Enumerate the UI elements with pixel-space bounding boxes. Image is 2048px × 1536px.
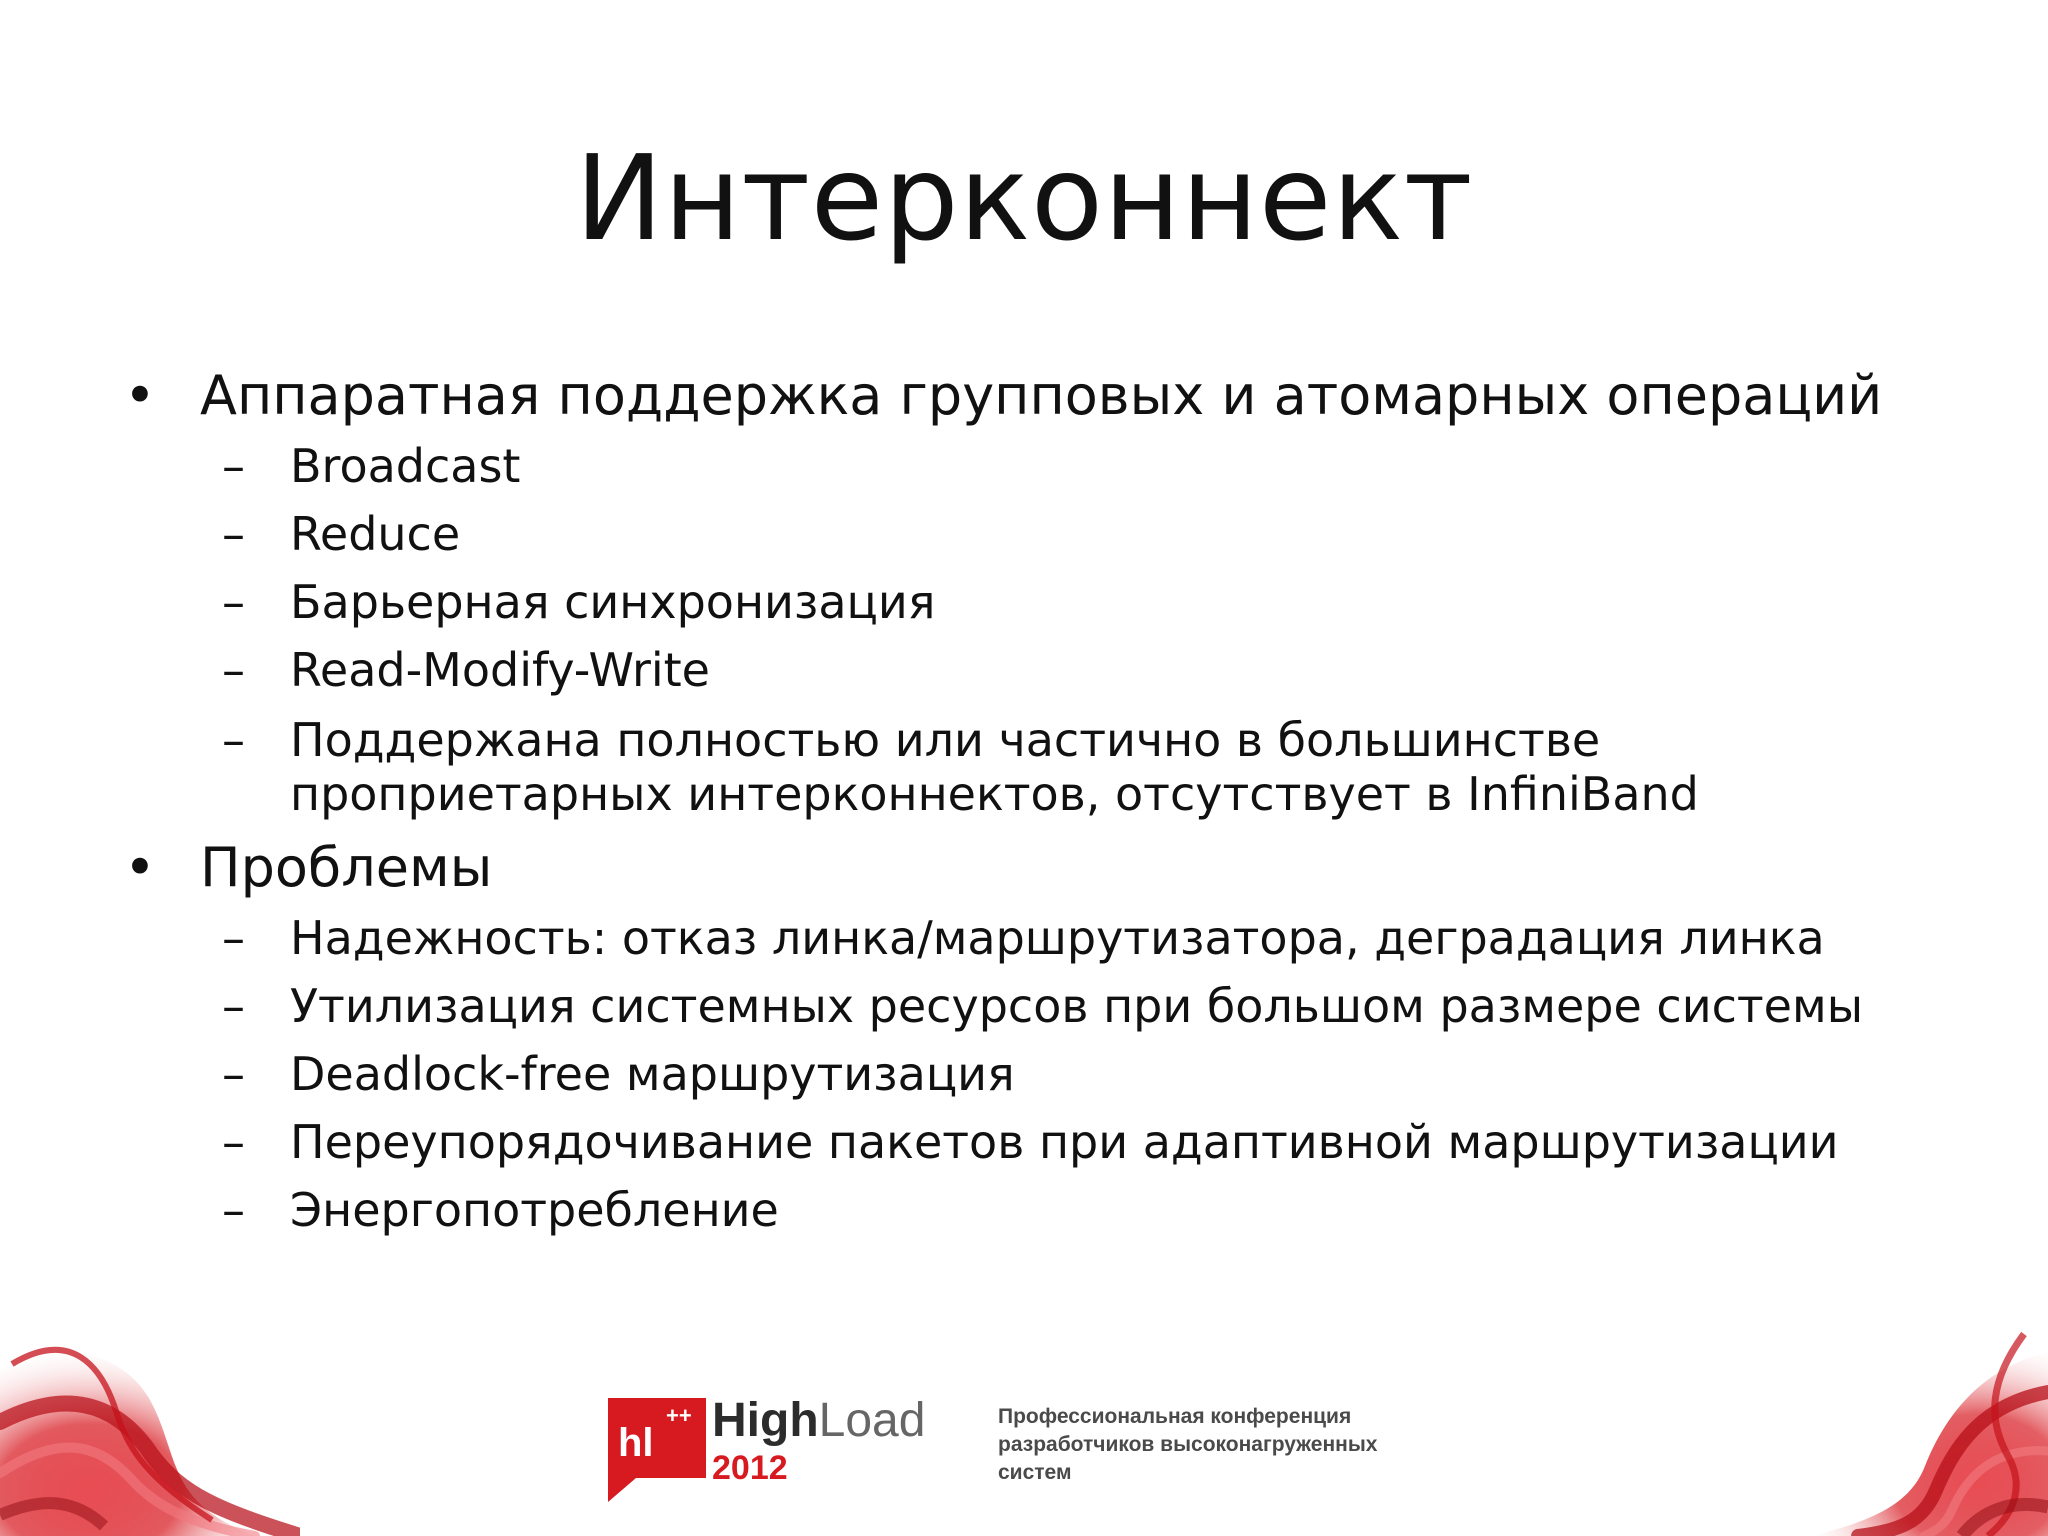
brand-load: Load: [818, 1394, 926, 1447]
subitem-reduce: Reduce: [290, 507, 461, 561]
dash-marker: –: [222, 713, 245, 767]
dash-marker: –: [222, 575, 245, 629]
bullet-marker: •: [124, 364, 156, 427]
dash-marker: –: [222, 507, 245, 561]
logo-plus-text: ++: [666, 1403, 692, 1428]
dash-marker: –: [222, 643, 245, 697]
dash-marker: –: [222, 1115, 245, 1169]
subitem-deadlock-free-routing: Deadlock-free маршрутизация: [290, 1047, 1015, 1101]
subitem-broadcast: Broadcast: [290, 439, 521, 493]
conference-description-line-2: разработчиков высоконагруженных: [998, 1433, 1378, 1456]
bullet-marker: •: [124, 836, 156, 899]
subitem-read-modify-write: Read-Modify-Write: [290, 643, 710, 697]
subitem-power-consumption: Энергопотребление: [290, 1183, 779, 1237]
subitem-proprietary-support-line-2: проприетарных интерконнектов, отсутствует в InfiniBand: [290, 767, 1699, 821]
conference-description-line-3: систем: [998, 1461, 1072, 1484]
dash-marker: –: [222, 439, 245, 493]
bullet-item-hardware-support: Аппаратная поддержка групповых и атомарных операций: [200, 364, 1883, 427]
subitem-reliability: Надежность: отказ линка/маршрутизатора, деградация линка: [290, 911, 1825, 965]
subitem-packet-reordering: Переупорядочивание пакетов при адаптивной маршрутизации: [290, 1115, 1839, 1169]
dash-marker: –: [222, 1047, 245, 1101]
conference-description-line-1: Профессиональная конференция: [998, 1405, 1352, 1428]
logo-mark-text: hl: [618, 1421, 654, 1465]
red-ink-swirl-right-decoration: [1760, 1300, 2048, 1536]
slide-title: Интерконнект: [574, 129, 1474, 267]
subitem-proprietary-support-line-1: Поддержана полностью или частично в большинстве: [290, 713, 1601, 767]
brand-name: [712, 1394, 925, 1448]
bullet-item-problems: Проблемы: [200, 836, 493, 899]
brand-high: High: [712, 1394, 819, 1447]
brand-year: 2012: [712, 1449, 788, 1487]
subitem-resource-utilization: Утилизация системных ресурсов при большом размере системы: [290, 979, 1864, 1033]
dash-marker: –: [222, 1183, 245, 1237]
subitem-barrier-sync: Барьерная синхронизация: [290, 575, 936, 629]
red-ink-swirl-left-decoration: [0, 1290, 300, 1536]
dash-marker: –: [222, 911, 245, 965]
dash-marker: –: [222, 979, 245, 1033]
